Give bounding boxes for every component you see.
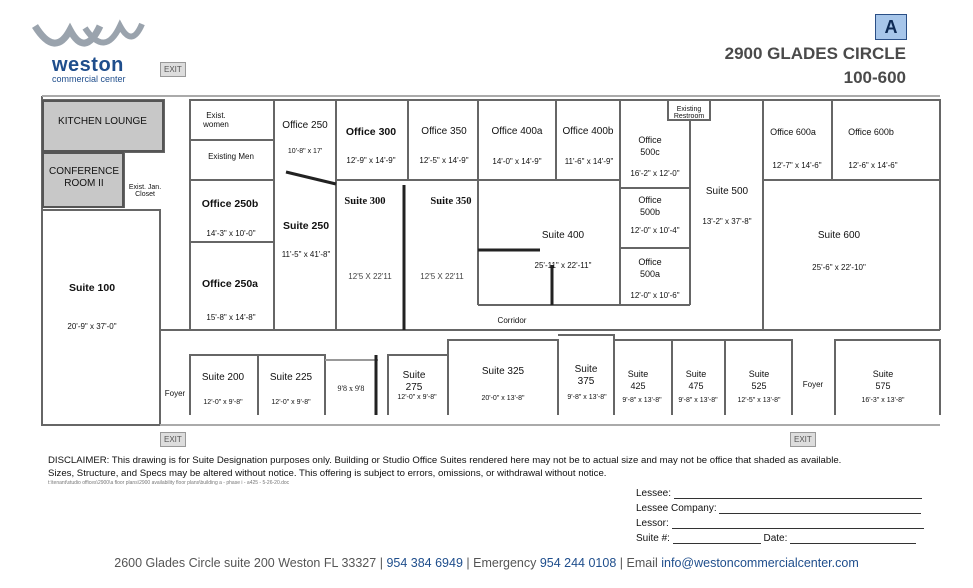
office-400a-name: Office 400a (491, 126, 543, 137)
jan-closet-label: Exist. Jan. Closet (128, 184, 162, 198)
suite-575-dim: 16'-3" x 13'-8" (861, 397, 905, 404)
office-500a-dim: 12'-0" x 10'-6" (630, 291, 680, 300)
suite-350-name: Suite 350 (430, 196, 472, 207)
office-250a-dim: 15'-8" x 14'-8" (206, 313, 256, 322)
office-350-dim: 12'-5" x 14'-9" (419, 156, 469, 165)
exit-sign-bottom-right: EXIT (790, 432, 816, 447)
suite-100-name: Suite 100 (68, 282, 116, 294)
suite-200-name: Suite 200 (201, 372, 245, 383)
suite-575-name: Suite 575 (872, 369, 894, 391)
foyer-right-label: Foyer (802, 380, 824, 389)
suite-250-name: Suite 250 (282, 220, 330, 232)
suite-200-dim: 12'-0" x 9'-8" (203, 399, 243, 406)
office-600b-name: Office 600b (848, 127, 894, 137)
suite-350-dim: 12'5 X 22'11 (420, 272, 464, 281)
lessor-line[interactable] (672, 518, 924, 529)
building-badge: A (875, 14, 907, 40)
footer-email-label: Email (626, 556, 662, 570)
disclaimer (48, 455, 928, 480)
office-600a-dim: 12'-7" x 14'-6" (772, 161, 822, 170)
footer-emergency-label: Emergency (473, 556, 540, 570)
suite-600-dim: 25'-6" x 22'-10" (812, 263, 866, 272)
suite-600-name: Suite 600 (817, 230, 861, 241)
office-400b-name: Office 400b (562, 126, 614, 137)
suite-300-dim: 12'5 X 22'11 (348, 272, 392, 281)
lessor-label: Lessor: (636, 518, 669, 529)
exit-sign-top: EXIT (160, 62, 186, 77)
suite-475-dim: 9'-8" x 13'-8" (678, 397, 718, 404)
office-250-dim: 10'-8" x 17' (287, 148, 323, 155)
office-500c-dim: 16'-2" x 12'-0" (630, 169, 680, 178)
suite-375-dim: 9'-8" x 13'-8" (567, 394, 607, 401)
suite-525-dim: 12'-5" x 13'-8" (737, 397, 781, 404)
address-range: 100-600 (843, 68, 906, 87)
office-300-name: Office 300 (345, 126, 397, 138)
suite-400-name: Suite 400 (541, 230, 585, 241)
lessee-line[interactable] (674, 488, 922, 499)
office-400b-dim: 11'-6" x 14'-9" (564, 157, 614, 166)
conference-room-label: CONFERENCE ROOM II (48, 166, 119, 189)
suite-date-field[interactable] (636, 533, 916, 544)
office-500b-name: Office 500b (638, 195, 662, 217)
suite-425-name: Suite 425 (627, 369, 649, 391)
office-500c-name: Office 500c (638, 135, 662, 157)
kitchen-lounge-label: KITCHEN LOUNGE (58, 116, 147, 127)
suite-325-name: Suite 325 (481, 366, 525, 377)
disclaimer-line-1: DISCLAIMER: This drawing is for Suite Designation purposes only. Building or Studio Office Suites rendered here may not be to actual size and may not be office that shaded as available. (48, 455, 842, 466)
women-restroom-label: Exist. women (203, 111, 229, 129)
office-250b-name: Office 250b (201, 198, 259, 210)
lessee-label: Lessee: (636, 488, 672, 499)
suite-225-dim: 12'-0" x 9'-8" (271, 399, 311, 406)
suite-375-name: Suite 375 (574, 364, 598, 387)
suite-275-name: Suite 275 (402, 370, 426, 393)
suite-number-line[interactable] (673, 533, 761, 544)
lessee-company-label: Lessee Company: (636, 503, 717, 514)
suite-475-name: Suite 475 (685, 369, 707, 391)
footer-email[interactable]: info@westoncommercialcenter.com (661, 556, 859, 570)
exit-sign-bottom-left: EXIT (160, 432, 186, 447)
office-500b-dim: 12'-0" x 10'-4" (630, 226, 680, 235)
address-title: 2900 GLADES CIRCLE (724, 44, 906, 63)
suite-275-dim: 12'-0" x 9'-8" (397, 394, 437, 401)
lessee-company-line[interactable] (719, 503, 921, 514)
disclaimer-line-2: Sizes, Structure, and Specs may be altered without notice. This offering is subject to errors, omissions, or withdrawal without notice. (48, 467, 607, 479)
existing-restroom-label: Existing Restroom (673, 106, 705, 120)
suite-525-name: Suite 525 (748, 369, 770, 391)
suite-325-dim: 20'-0" x 13'-8" (481, 395, 525, 402)
footer-address: 2600 Glades Circle suite 200 Weston FL 33327 (114, 556, 377, 570)
lessee-field[interactable] (636, 488, 922, 499)
office-600b-dim: 12'-6" x 14'-6" (848, 161, 898, 170)
date-line[interactable] (790, 533, 916, 544)
suite-300-name: Suite 300 (344, 196, 386, 207)
office-300-dim: 12'-9" x 14'-9" (346, 156, 396, 165)
suite-400-dim: 25'-11" x 22'-11" (534, 261, 592, 270)
logo-text: weston (52, 54, 124, 76)
suite-225-name: Suite 225 (269, 372, 313, 383)
office-250b-dim: 14'-3" x 10'-0" (206, 229, 256, 238)
office-500a-name: Office 500a (638, 257, 662, 279)
footer-emergency-phone[interactable]: 954 244 0108 (539, 556, 617, 570)
suite-number-label: Suite #: (636, 533, 670, 544)
lessor-field[interactable] (636, 518, 924, 529)
office-250-name: Office 250 (282, 120, 328, 131)
suite-250-dim: 11'-5" x 41'-8" (281, 250, 331, 259)
suite-425-dim: 9'-8" x 13'-8" (622, 397, 662, 404)
corridor-label: Corridor (497, 316, 527, 325)
office-350-name: Office 350 (421, 126, 467, 137)
date-label: Date: (763, 533, 788, 544)
footer: 2600 Glades Circle suite 200 Weston FL 33327 | 954 384 6949 | Emergency 954 244 0108 | Email info@westoncommercialcenter.com (114, 556, 859, 570)
men-restroom-label: Existing Men (208, 152, 254, 161)
foyer-left-label: Foyer (164, 389, 186, 398)
document-path: t:\tenant\studio offices\2900\a floor plans\2900 availability floor plans\building a - phase i - a425 - 5-26-20.doc (48, 480, 290, 486)
office-600a-name: Office 600a (770, 127, 816, 137)
office-250a-name: Office 250a (201, 278, 259, 290)
suite-500-dim: 13'-2" x 37'-8" (702, 217, 752, 226)
suite-500-name: Suite 500 (705, 186, 749, 197)
small-room-dim: 9'8 x 9'8 (337, 384, 365, 393)
office-400a-dim: 14'-0" x 14'-9" (492, 157, 542, 166)
logo-subtext: commercial center (52, 74, 126, 84)
lessee-company-field[interactable] (636, 503, 921, 514)
footer-phone[interactable]: 954 384 6949 (386, 556, 463, 570)
suite-100-dim: 20'-9" x 37'-0" (67, 322, 117, 331)
